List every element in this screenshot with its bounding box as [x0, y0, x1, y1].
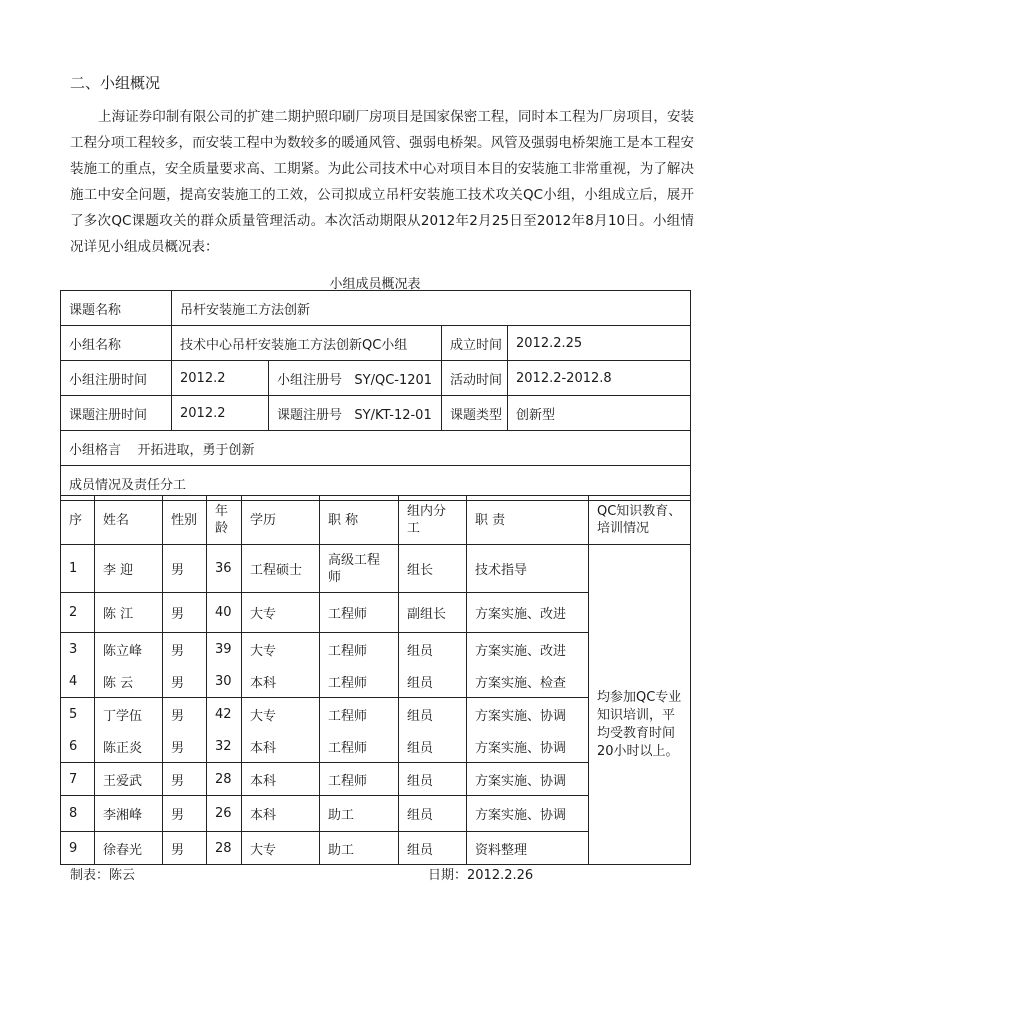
- col-role: 组内分工: [399, 496, 467, 545]
- info-row-registration: [61, 361, 691, 396]
- member-no: 9: [61, 832, 95, 865]
- member-role: 组员: [399, 832, 467, 865]
- reg-time-value: 2012.2: [172, 361, 269, 396]
- member-title: 工程师: [320, 730, 399, 763]
- info-row-topic: [61, 291, 691, 326]
- member-duty: 方案实施、协调: [467, 763, 589, 796]
- founded-value: 2012.2.25: [508, 326, 691, 361]
- training-note: 均参加QC专业知识培训，平均受教育时间20小时以上。: [589, 545, 691, 865]
- member-title: 工程师: [320, 698, 399, 731]
- member-duty: 方案实施、协调: [467, 730, 589, 763]
- activity-value: 2012.2-2012.8: [508, 361, 691, 396]
- member-name: 李 迎: [95, 545, 163, 593]
- member-sex: 男: [163, 730, 207, 763]
- member-no: 8: [61, 796, 95, 832]
- activity-label: 活动时间: [442, 361, 508, 396]
- member-no: 2: [61, 593, 95, 633]
- topic-type-value: 创新型: [508, 396, 691, 431]
- member-education: 大专: [242, 633, 320, 666]
- member-sex: 男: [163, 593, 207, 633]
- member-no: 1: [61, 545, 95, 593]
- topic-label: 课题名称: [61, 291, 172, 326]
- motto-label: 小组格言: [69, 442, 122, 458]
- member-no: 7: [61, 763, 95, 796]
- topic-reg-time-label: 课题注册时间: [61, 396, 172, 431]
- intro-text: 上海证券印制有限公司的扩建二期护照印刷厂房项目是国家保密工程，同时本工程为厂房项目，安装工程分项工程较多，而安装工程中为数较多的暖通风管、强弱电桥架。风管及强弱电桥架施工是本工程安装施工的重点，安全质量要求高、工期紧。为此公司技术中心对项目本目的安装施工非常重视，为了解决施工中安全问题，提高安装施工的工效，公司拟成立吊杆安装施工技术攻关QC小组，小组成立后，展开了多次QC课题攻关的群众质量管理活动。本次活动期限从2012年2月25日至2012年8月10日。小组情况详见小组成员概况表：: [70, 109, 694, 255]
- topic-reg-time-value: 2012.2: [172, 396, 269, 431]
- member-education: 本科: [242, 730, 320, 763]
- reg-no-label: 小组注册号: [277, 372, 343, 388]
- member-sex: 男: [163, 665, 207, 698]
- topic-reg-no-cell: [269, 396, 442, 431]
- member-no: 4: [61, 665, 95, 698]
- member-name: 陈 云: [95, 665, 163, 698]
- member-age: 36: [207, 545, 242, 593]
- member-role: 组员: [399, 633, 467, 666]
- table-author: 制表：陈云: [70, 868, 136, 883]
- section-heading: 二、小组概况: [70, 74, 161, 92]
- member-age: 28: [207, 763, 242, 796]
- col-education: 学历: [242, 496, 320, 545]
- group-value: 技术中心吊杆安装施工方法创新QC小组: [172, 326, 442, 361]
- reg-time-label: 小组注册时间: [61, 361, 172, 396]
- member-duty: 技术指导: [467, 545, 589, 593]
- col-training: QC知识教育、培训情况: [589, 496, 691, 545]
- member-name: 陈 江: [95, 593, 163, 633]
- topic-reg-no-label: 课题注册号: [277, 407, 343, 423]
- member-role: 组员: [399, 698, 467, 731]
- member-name: 陈正炎: [95, 730, 163, 763]
- group-label: 小组名称: [61, 326, 172, 361]
- member-education: 大专: [242, 832, 320, 865]
- members-heading: 成员情况及责任分工: [61, 466, 691, 501]
- table-date: 日期：2012.2.26: [428, 868, 534, 883]
- member-duty: 方案实施、协调: [467, 796, 589, 832]
- member-sex: 男: [163, 633, 207, 666]
- member-duty: 方案实施、改进: [467, 593, 589, 633]
- member-age: 28: [207, 832, 242, 865]
- info-row-motto: [61, 431, 691, 466]
- member-sex: 男: [163, 832, 207, 865]
- col-duty: 职 责: [467, 496, 589, 545]
- member-no: 3: [61, 633, 95, 666]
- member-duty: 方案实施、协调: [467, 698, 589, 731]
- member-sex: 男: [163, 545, 207, 593]
- member-age: 39: [207, 633, 242, 666]
- col-age: 年龄: [207, 496, 242, 545]
- member-age: 42: [207, 698, 242, 731]
- member-duty: 方案实施、检查: [467, 665, 589, 698]
- reg-no-cell: [269, 361, 442, 396]
- member-role: 组长: [399, 545, 467, 593]
- table-row: [61, 545, 691, 593]
- member-sex: 男: [163, 796, 207, 832]
- member-role: 组员: [399, 796, 467, 832]
- member-title: [320, 545, 399, 593]
- topic-type-label: 课题类型: [442, 396, 508, 431]
- table-caption: 小组成员概况表: [329, 277, 421, 292]
- members-header-row: [61, 496, 691, 545]
- member-age: 32: [207, 730, 242, 763]
- member-title: 助工: [320, 796, 399, 832]
- members-table: [60, 495, 691, 865]
- member-name: 李湘峰: [95, 796, 163, 832]
- founded-label: 成立时间: [442, 326, 508, 361]
- col-title: 职 称: [320, 496, 399, 545]
- member-title: 工程师: [320, 763, 399, 796]
- member-title: 助工: [320, 832, 399, 865]
- member-age: 40: [207, 593, 242, 633]
- member-title: 工程师: [320, 593, 399, 633]
- reg-no-value: SY/QC-1201: [354, 372, 433, 388]
- member-sex: 男: [163, 698, 207, 731]
- member-name: 王爱武: [95, 763, 163, 796]
- member-role: 组员: [399, 665, 467, 698]
- info-row-group: [61, 326, 691, 361]
- member-name: 丁学伍: [95, 698, 163, 731]
- motto-value: 开拓进取，勇于创新: [137, 442, 255, 458]
- member-role: 副组长: [399, 593, 467, 633]
- member-no: 6: [61, 730, 95, 763]
- member-education: 本科: [242, 665, 320, 698]
- member-education: 本科: [242, 796, 320, 832]
- member-sex: 男: [163, 763, 207, 796]
- member-role: 组员: [399, 730, 467, 763]
- member-age: 30: [207, 665, 242, 698]
- member-title-text: 高级工程师: [328, 552, 381, 585]
- member-name: 徐春光: [95, 832, 163, 865]
- topic-reg-no-value: SY/KT-12-01: [354, 407, 432, 423]
- member-title: 工程师: [320, 665, 399, 698]
- intro-paragraph: [70, 104, 694, 260]
- member-education: 工程硕士: [242, 545, 320, 593]
- group-info-table: [60, 290, 691, 501]
- col-sex: 性别: [163, 496, 207, 545]
- member-role: 组员: [399, 763, 467, 796]
- col-name: 姓名: [95, 496, 163, 545]
- member-age: 26: [207, 796, 242, 832]
- member-education: 本科: [242, 763, 320, 796]
- motto-cell: [61, 431, 691, 466]
- member-education: 大专: [242, 593, 320, 633]
- member-name: 陈立峰: [95, 633, 163, 666]
- member-duty: 方案实施、改进: [467, 633, 589, 666]
- member-duty: 资料整理: [467, 832, 589, 865]
- member-education: 大专: [242, 698, 320, 731]
- info-row-topic-registration: [61, 396, 691, 431]
- member-title: 工程师: [320, 633, 399, 666]
- member-no: 5: [61, 698, 95, 731]
- col-no: 序: [61, 496, 95, 545]
- topic-value: 吊杆安装施工方法创新: [172, 291, 691, 326]
